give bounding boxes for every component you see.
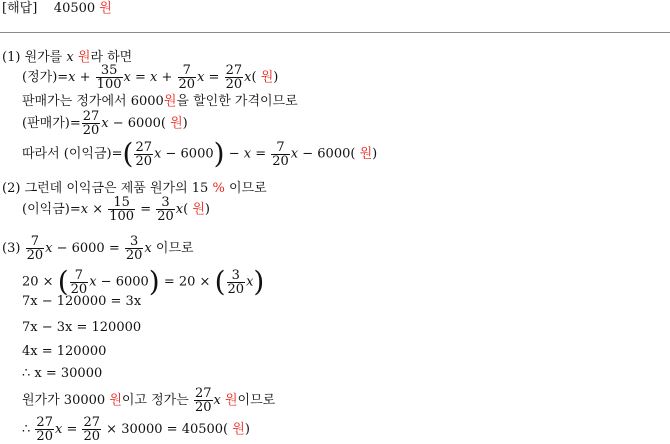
- fraction: $\frac{7}{20}$: [178, 63, 196, 92]
- divider: [0, 32, 670, 33]
- answer-label: [해답]: [2, 1, 38, 16]
- fraction: $\frac{7}{20}$: [70, 267, 88, 297]
- p2-number: (2): [2, 181, 21, 196]
- p2-line2: (이익금)=x × $\frac{15}{100}$ = $\frac{3}{20}$ x( 원): [22, 195, 210, 224]
- p1-line4: (판매가)= $\frac{27}{20}$ x − 6000( 원): [22, 109, 188, 138]
- answer-header: [2, 1, 112, 17]
- p1-line1: (1) 원가를 x 원라 하면: [2, 50, 133, 65]
- fraction: $\frac{15}{100}$: [109, 195, 135, 224]
- p1-line2: (정가)=x + $\frac{35}{100}$ x = x + $\frac{7}{20}$ x = $\frac{27}{20}$ x( 원): [22, 63, 279, 92]
- p3-number: (3): [2, 241, 21, 256]
- p3-line6: ∴ x = 30000: [22, 366, 103, 381]
- fraction: $\frac{7}{20}$: [26, 234, 44, 263]
- p3-line5: 4x = 120000: [22, 344, 107, 359]
- p1-line5: 따라서 (이익금)=( $\frac{27}{20}$ x − 6000) − x = $\frac{7}{20}$ x − 6000( 원): [22, 137, 378, 170]
- p3-line3: 7x − 120000 = 3x: [22, 294, 142, 309]
- fraction: $\frac{27}{20}$: [194, 386, 212, 415]
- fraction: $\frac{7}{20}$: [272, 139, 289, 169]
- fraction: $\frac{27}{20}$: [36, 415, 53, 444]
- p2-line1: (2) 그런데 이익금은 제품 원가의 15 % 이므로: [2, 181, 267, 196]
- fraction: $\frac{27}{20}$: [82, 109, 100, 138]
- p3-line1: (3) $\frac{7}{20}$ x − 6000 = $\frac{3}{20}$ x 이므로: [2, 234, 194, 263]
- p1-line3: 판매가는 정가에서 6000원을 할인한 가격이므로: [22, 94, 298, 109]
- p1-number: (1): [2, 50, 21, 65]
- fraction: $\frac{3}{20}$: [157, 195, 174, 224]
- fraction: $\frac{3}{20}$: [227, 267, 245, 297]
- fraction: $\frac{27}{20}$: [135, 139, 153, 169]
- answer-unit: 원: [99, 1, 112, 16]
- p3-line4: 7x − 3x = 120000: [22, 320, 142, 335]
- p3-line7: 원가가 30000 원이고 정가는 $\frac{27}{20}$ x 원이므로: [22, 386, 276, 415]
- fraction: $\frac{27}{20}$: [225, 63, 243, 92]
- fraction: $\frac{27}{20}$: [83, 415, 101, 444]
- fraction: $\frac{3}{20}$: [125, 234, 143, 263]
- p3-line2: 20 × ( $\frac{7}{20}$ x − 6000) = 20 × ( $\frac{3}{20}$ x): [22, 265, 265, 298]
- answer-value: 40500: [53, 1, 96, 16]
- fraction: $\frac{35}{100}$: [96, 63, 122, 92]
- p3-line8: ∴ $\frac{27}{20}$ x = $\frac{27}{20}$ × 30000 = 40500( 원): [22, 415, 250, 444]
